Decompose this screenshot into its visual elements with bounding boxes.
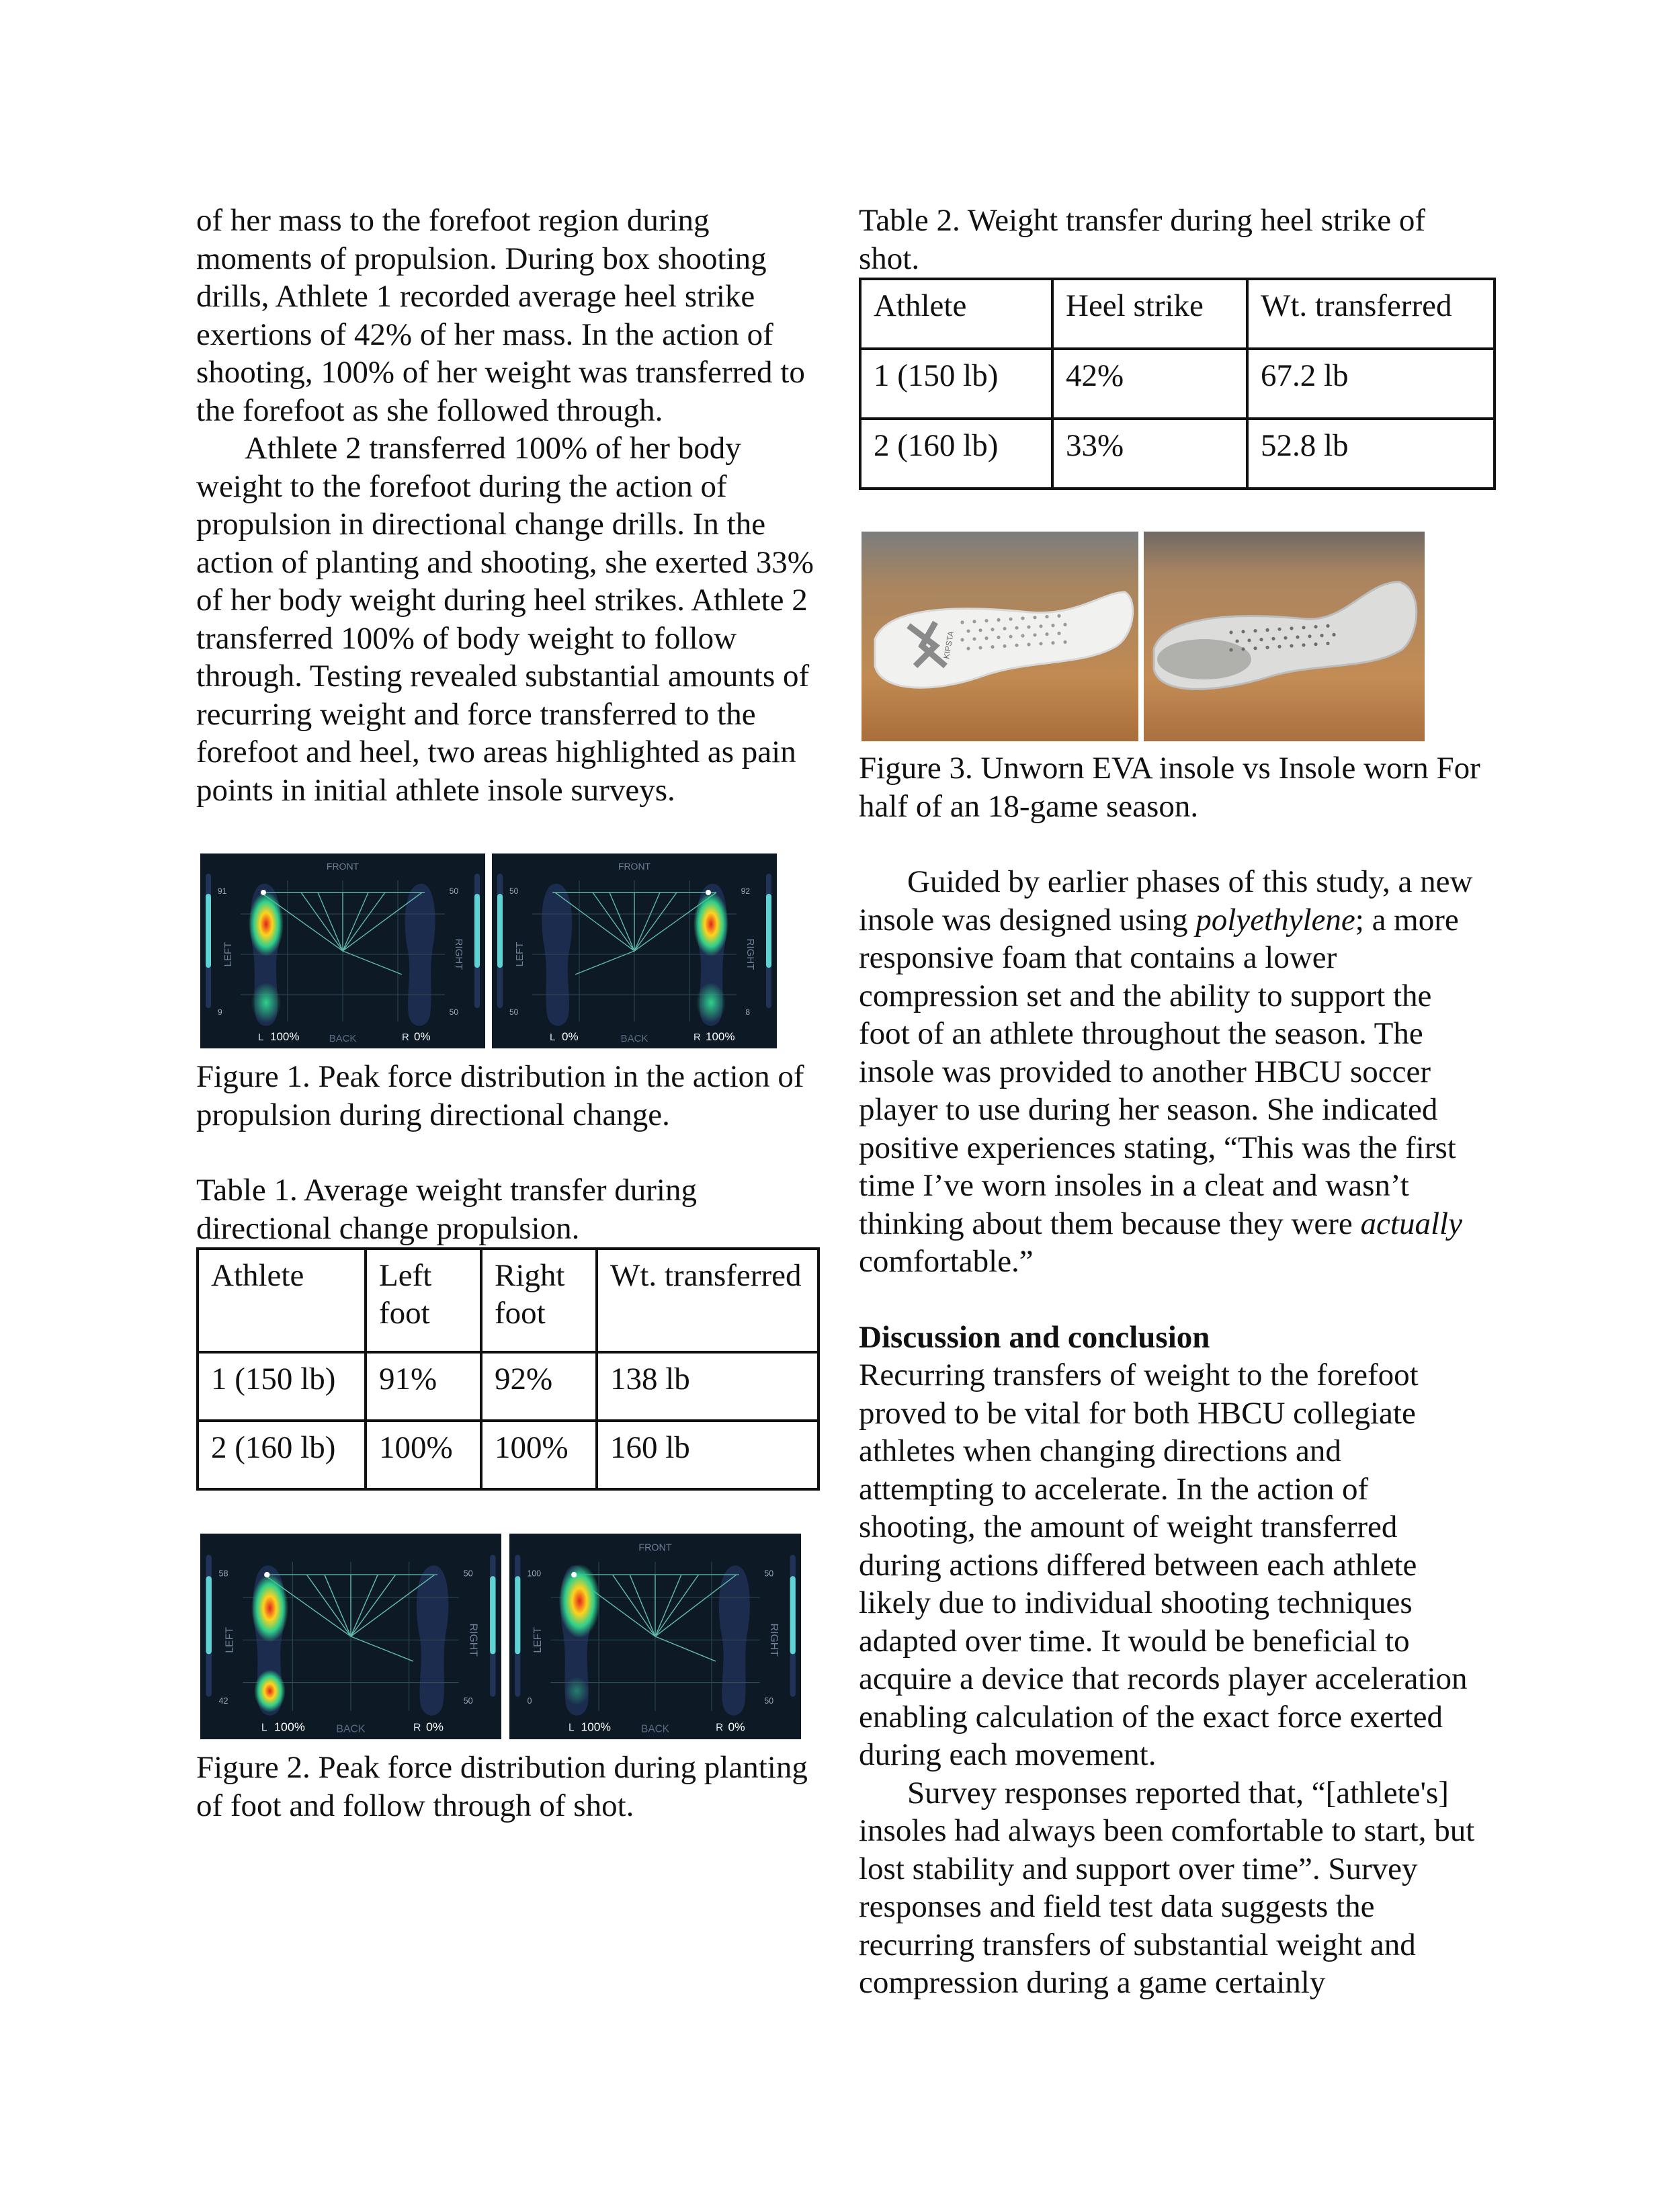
back-label: BACK bbox=[620, 1033, 648, 1044]
table-cell: Wt. transferred bbox=[1247, 279, 1495, 349]
table-cell: 2 (160 lb) bbox=[860, 419, 1052, 489]
perforation-dot bbox=[1229, 648, 1232, 651]
table-2 bbox=[859, 278, 1496, 490]
bottom-left-value: 42 bbox=[218, 1696, 228, 1706]
perforation-dot bbox=[1284, 636, 1287, 640]
right-side-label: RIGHT bbox=[745, 938, 756, 970]
left-foot-label: L bbox=[569, 1722, 575, 1734]
front-label: FRONT bbox=[618, 861, 651, 872]
section-heading: Discussion and conclusion bbox=[859, 1319, 1210, 1355]
pressure-map-2a bbox=[200, 1534, 501, 1739]
table-cell: 1 (150 lb) bbox=[860, 349, 1052, 419]
pressure-panel-2a bbox=[200, 1534, 501, 1739]
table-cell: Heel strike bbox=[1052, 279, 1247, 349]
perforation-dot bbox=[1051, 624, 1054, 627]
right-foot-label: R bbox=[716, 1722, 724, 1734]
right-foot-label: R bbox=[402, 1032, 409, 1043]
paragraph-3-text-1: Guided by earlier phases of this study, a new insole was designed using bbox=[859, 864, 1473, 938]
left-foot-label: L bbox=[258, 1032, 264, 1043]
photo-unworn-insole bbox=[862, 532, 1138, 741]
perforation-dot bbox=[1332, 633, 1335, 636]
right-side-label: RIGHT bbox=[453, 938, 464, 970]
perforation-dot bbox=[1045, 615, 1048, 618]
table-1-header-row bbox=[198, 1249, 818, 1352]
front-label: FRONT bbox=[326, 861, 360, 872]
perforation-dot bbox=[1033, 616, 1036, 619]
top-right-value: 92 bbox=[741, 886, 750, 896]
figure-1-caption: Figure 1. Peak force distribution in the action of propulsion during directional change. bbox=[196, 1059, 804, 1132]
table-row bbox=[198, 1352, 818, 1421]
perforation-dot bbox=[966, 629, 970, 632]
perforation-dot bbox=[1229, 630, 1232, 634]
forefoot-heat bbox=[249, 892, 284, 956]
perforation-dot bbox=[1241, 647, 1245, 651]
table-2-header-row bbox=[860, 279, 1495, 349]
paragraph-5: Survey responses reported that, “[athlete's] insoles had always been comfortable to start, but lost stability and support over time”. Survey responses and field test data suggests the recurring transfers of substantial weight and compression during a game certainly bbox=[859, 1775, 1475, 2000]
perforation-dot bbox=[1009, 618, 1012, 621]
left-foot-label: L bbox=[261, 1722, 267, 1734]
perforation-dot bbox=[1253, 647, 1257, 650]
perforation-dot bbox=[1271, 637, 1275, 640]
center-of-pressure-dot bbox=[706, 890, 711, 895]
perforation-dot bbox=[1308, 634, 1311, 638]
bottom-left-value: 50 bbox=[509, 1007, 519, 1017]
emphasis-polyethylene: polyethylene bbox=[1195, 902, 1355, 938]
perforation-dot bbox=[966, 647, 970, 650]
back-label: BACK bbox=[336, 1723, 366, 1735]
left-bar-fill bbox=[497, 894, 503, 968]
forefoot-heat bbox=[251, 1574, 288, 1642]
perforation-dot bbox=[1253, 629, 1257, 632]
right-foot-label: R bbox=[694, 1032, 701, 1043]
perforation-dot bbox=[1302, 626, 1305, 629]
perforation-dot bbox=[1021, 634, 1024, 637]
left-foot-percent: 100% bbox=[581, 1720, 611, 1734]
emphasis-actually: actually bbox=[1360, 1206, 1462, 1241]
top-right-value: 50 bbox=[449, 886, 458, 896]
perforation-dot bbox=[1015, 626, 1018, 630]
figure-1 bbox=[196, 853, 821, 1048]
perforation-dot bbox=[1039, 624, 1042, 628]
perforation-dot bbox=[1027, 642, 1030, 646]
perforation-dot bbox=[991, 628, 994, 631]
paragraph-3 bbox=[859, 863, 1484, 1281]
bottom-right-value: 50 bbox=[449, 1007, 458, 1017]
right-foot-percent: 0% bbox=[426, 1720, 444, 1734]
right-bar-fill bbox=[790, 1576, 796, 1654]
table-cell: Athlete bbox=[860, 279, 1052, 349]
right-foot-percent: 0% bbox=[728, 1720, 745, 1734]
perforation-dot bbox=[1302, 643, 1305, 647]
perforation-dot bbox=[1039, 642, 1042, 645]
perforation-dot bbox=[1057, 632, 1060, 635]
right-bar-fill bbox=[474, 894, 480, 968]
perforation-dot bbox=[960, 638, 964, 641]
table-cell: 138 lb bbox=[597, 1352, 818, 1421]
top-left-value: 91 bbox=[218, 886, 227, 896]
perforation-dot bbox=[1033, 633, 1036, 636]
right-foot-label: R bbox=[413, 1722, 421, 1734]
perforation-dot bbox=[997, 636, 1000, 639]
paragraph-3-text-2: ; a more responsive foam that contains a lower compression set and the ability to support the foot of an athlete throughout the season. The insole was provided to another HBCU soccer player to use during her season. She indicated positive experiences stating, “This was the first time I’ve worn insoles in a cleat and wasn’t thinking about them because they were bbox=[859, 902, 1459, 1241]
perforation-dot bbox=[1027, 625, 1030, 628]
pressure-map-2b bbox=[509, 1534, 801, 1739]
perforation-dot bbox=[1296, 635, 1299, 638]
perforation-dot bbox=[1247, 638, 1251, 642]
figure-3 bbox=[859, 532, 1484, 741]
table-cell: 100% bbox=[366, 1421, 481, 1489]
paragraph-1: of her mass to the forefoot region during moments of propulsion. During box shooting drills, Athlete 1 recorded average heel strike exertions of 42% of her mass. In the action of shooting, 100% of her weight was transferred to the forefoot as she followed through. bbox=[196, 203, 805, 428]
perforation-dot bbox=[1051, 641, 1054, 644]
pressure-map-1a bbox=[200, 853, 485, 1048]
pressure-panel-1a bbox=[200, 853, 485, 1048]
left-column bbox=[196, 202, 821, 1825]
right-foot-outline bbox=[405, 884, 435, 1026]
perforation-dot bbox=[1265, 646, 1269, 649]
table-cell: Left foot bbox=[366, 1249, 481, 1352]
heel-heat bbox=[696, 983, 726, 1023]
bottom-left-value: 0 bbox=[527, 1696, 532, 1706]
left-bar-fill bbox=[515, 1576, 520, 1654]
table-cell: 91% bbox=[366, 1352, 481, 1421]
right-foot-outline bbox=[417, 1565, 449, 1715]
left-side-label: LEFT bbox=[514, 942, 526, 967]
perforation-dot bbox=[1009, 635, 1012, 638]
right-column bbox=[859, 202, 1484, 2002]
right-foot-percent: 0% bbox=[414, 1030, 431, 1043]
table-1-caption: Table 1. Average weight transfer during directional change propulsion. bbox=[196, 1173, 697, 1246]
heel-heat bbox=[254, 1670, 285, 1712]
left-bar-fill bbox=[206, 1576, 211, 1654]
perforation-dot bbox=[1057, 614, 1060, 618]
worn-insole-image bbox=[1144, 532, 1425, 741]
right-foot-outline bbox=[719, 1565, 750, 1715]
forefoot-heat bbox=[694, 892, 728, 956]
top-left-value: 50 bbox=[509, 886, 519, 896]
table-row bbox=[860, 419, 1495, 489]
table-row bbox=[860, 349, 1495, 419]
front-label: FRONT bbox=[638, 1542, 672, 1554]
left-side-label: LEFT bbox=[224, 1626, 236, 1653]
figure-3-caption: Figure 3. Unworn EVA insole vs Insole worn For half of an 18-game season. bbox=[859, 751, 1480, 824]
perforation-dot bbox=[1063, 640, 1066, 644]
table-cell: 160 lb bbox=[597, 1421, 818, 1489]
perforation-dot bbox=[1290, 626, 1293, 630]
left-foot-label: L bbox=[550, 1032, 556, 1043]
perforation-dot bbox=[978, 646, 982, 649]
table-cell: Wt. transferred bbox=[597, 1249, 818, 1352]
heel-heat bbox=[251, 983, 281, 1023]
table-cell: 92% bbox=[481, 1352, 597, 1421]
perforation-dot bbox=[984, 619, 988, 622]
bottom-right-value: 50 bbox=[764, 1696, 774, 1706]
perforation-dot bbox=[991, 645, 994, 649]
heel-heat bbox=[564, 1677, 589, 1705]
insole-brand-text: KIPSTA bbox=[941, 630, 956, 660]
pressure-map-1b bbox=[492, 853, 777, 1048]
perforation-dot bbox=[1314, 625, 1317, 628]
perforation-dot bbox=[1320, 634, 1323, 637]
table-1 bbox=[196, 1247, 820, 1491]
perforation-dot bbox=[1290, 644, 1293, 647]
perforation-dot bbox=[1326, 642, 1329, 645]
table-row bbox=[198, 1421, 818, 1489]
unworn-insole-image bbox=[862, 532, 1138, 741]
top-left-value: 58 bbox=[218, 1569, 228, 1579]
perforation-dot bbox=[1235, 639, 1238, 642]
perforation-dot bbox=[997, 618, 1000, 622]
perforation-dot bbox=[1003, 627, 1006, 630]
perforation-dot bbox=[1314, 642, 1317, 646]
perforation-dot bbox=[984, 636, 988, 640]
perforation-dot bbox=[1045, 632, 1048, 636]
bottom-right-value: 8 bbox=[745, 1007, 750, 1017]
table-cell: Athlete bbox=[198, 1249, 366, 1352]
paragraph-2: Athlete 2 transferred 100% of her body weight to the forefoot during the action of propulsion in directional change drills. In the action of planting and shooting, she exerted 33% of her body weight during heel strikes. Athlete 2 transferred 100% of body weight to follow through. Testing revealed substantial amounts of recurring weight and force transferred to the forefoot and heel, two areas highlighted as pain points in initial athlete insole surveys. bbox=[196, 431, 814, 808]
bottom-right-value: 50 bbox=[463, 1696, 473, 1706]
left-side-label: LEFT bbox=[222, 942, 234, 967]
forefoot-heat bbox=[559, 1564, 600, 1638]
top-right-value: 50 bbox=[764, 1569, 774, 1579]
perforation-dot bbox=[1021, 616, 1024, 620]
figure-2-caption: Figure 2. Peak force distribution during planting of foot and follow through of shot. bbox=[196, 1750, 808, 1823]
left-bar-fill bbox=[206, 894, 211, 968]
back-label: BACK bbox=[641, 1723, 669, 1735]
perforation-dot bbox=[960, 620, 964, 624]
perforation-dot bbox=[1259, 638, 1263, 641]
pressure-panel-2b bbox=[509, 1534, 801, 1739]
top-left-value: 100 bbox=[527, 1569, 542, 1579]
center-of-pressure-dot bbox=[571, 1572, 577, 1577]
pressure-panel-1b bbox=[492, 853, 777, 1048]
perforation-dot bbox=[972, 637, 976, 640]
left-foot-percent: 100% bbox=[270, 1030, 300, 1043]
table-cell: 67.2 lb bbox=[1247, 349, 1495, 419]
left-side-label: LEFT bbox=[532, 1626, 544, 1653]
right-bar-fill bbox=[766, 894, 771, 968]
perforation-dot bbox=[1277, 628, 1281, 631]
table-cell: 42% bbox=[1052, 349, 1247, 419]
perforation-dot bbox=[1265, 628, 1269, 632]
left-foot-percent: 100% bbox=[274, 1720, 305, 1734]
table-cell: Right foot bbox=[481, 1249, 597, 1352]
perforation-dot bbox=[1277, 645, 1281, 649]
figure-2 bbox=[196, 1534, 821, 1739]
perforation-dot bbox=[978, 628, 982, 632]
right-side-label: RIGHT bbox=[467, 1623, 479, 1657]
perforation-dot bbox=[1326, 624, 1329, 628]
perforation-dot bbox=[1003, 644, 1006, 648]
photo-worn-insole bbox=[1144, 532, 1425, 741]
perforation-dot bbox=[1241, 630, 1245, 633]
paragraph-3-text-3: comfortable.” bbox=[859, 1244, 1034, 1279]
center-of-pressure-dot bbox=[264, 1572, 269, 1577]
left-foot-outline bbox=[542, 884, 572, 1026]
perforation-dot bbox=[972, 620, 976, 623]
perforation-dot bbox=[1063, 623, 1066, 626]
table-cell: 2 (160 lb) bbox=[198, 1421, 366, 1489]
right-foot-percent: 100% bbox=[706, 1030, 735, 1043]
center-of-pressure-dot bbox=[261, 890, 266, 895]
table-cell: 33% bbox=[1052, 419, 1247, 489]
paragraph-4: Recurring transfers of weight to the forefoot proved to be vital for both HBCU collegiate athletes when changing directions and attempting to accelerate. In the action of shooting, the amount of weight transferred during actions differed between each athlete likely due to individual shooting techniques adapted over time. It would be beneficial to acquire a device that records player acceleration enabling calculation of the exact force exerted during each movement. bbox=[859, 1358, 1468, 1772]
right-side-label: RIGHT bbox=[768, 1623, 780, 1657]
left-foot-percent: 0% bbox=[562, 1030, 579, 1043]
right-bar-fill bbox=[490, 1576, 495, 1654]
back-label: BACK bbox=[329, 1033, 357, 1044]
table-cell: 52.8 lb bbox=[1247, 419, 1495, 489]
top-right-value: 50 bbox=[463, 1569, 473, 1579]
perforation-dot bbox=[1015, 644, 1018, 647]
table-cell: 1 (150 lb) bbox=[198, 1352, 366, 1421]
table-cell: 100% bbox=[481, 1421, 597, 1489]
bottom-left-value: 9 bbox=[218, 1007, 222, 1017]
table-2-caption: Table 2. Weight transfer during heel strike of shot. bbox=[859, 203, 1426, 276]
